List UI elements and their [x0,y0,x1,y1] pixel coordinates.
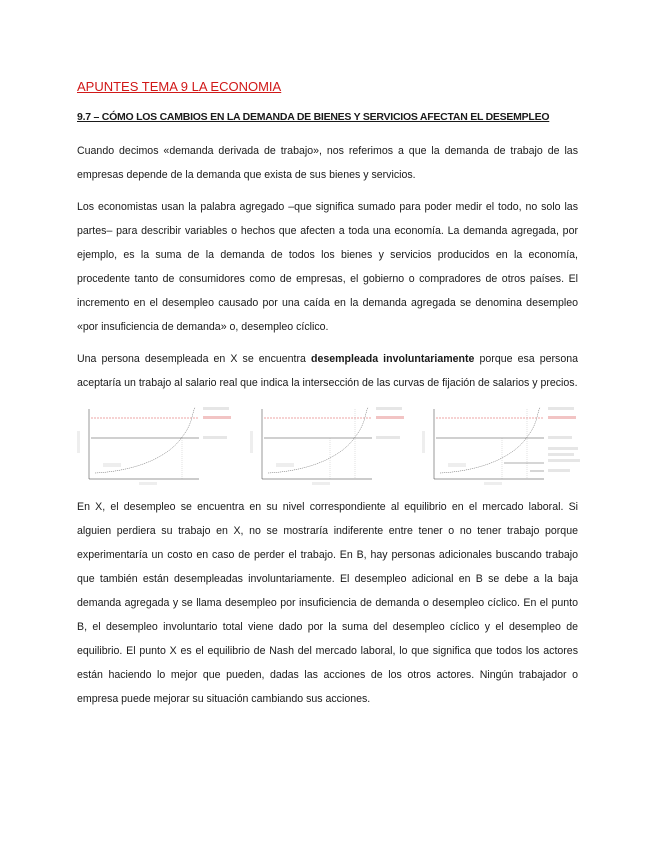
labor-market-figure-2 [248,403,413,489]
labor-market-figure-1 [75,403,240,489]
labor-market-diagram-3 [420,403,585,489]
document-page [77,78,578,719]
paragraph-3-text-b: porque esa persona aceptaría un trabajo al salario real que indica la intersección de las curvas de fijación de salarios y precios. [77,353,579,389]
paragraph-4: En X, el desempleo se encuentra en su nivel correspondiente al equilibrio en el mercado laboral. Si alguien perdiera su trabajo en X, no se mostraría indiferente entre tener o no tener trabajo porque experimentaría un costo en caso de perder el trabajo. En B, hay personas adicionales buscando trabajo que también están desempleadas involuntariamente. El desempleo adicional en B se debe a la baja demanda agregada y se llama desempleo por insuficiencia de demanda o desempleo cíclico. En el punto B, el desempleo involuntario total viene dado por la suma del desempleo cíclico y el desempleo de equilibrio. El punto X es el equilibrio de Nash del mercado laboral, lo que significa que todos los actores están haciendo lo mejor que pueden, dadas las acciones de los otros actores. Ningún trabajador o empresa puede mejorar su situación cambiando sus acciones. [77,501,578,705]
figures-row [75,403,585,489]
labor-market-figure-3 [420,403,585,489]
section-title: 9.7 – CÓMO LOS CAMBIOS EN LA DEMANDA DE BIENES Y SERVICIOS AFECTAN EL DESEMPLEO [77,111,550,123]
paragraph-3 [77,347,578,395]
paragraph-3-bold: desempleada involuntariamente [310,353,475,365]
paragraph-2: Los economistas usan la palabra agregado –que significa sumado para poder medir el todo, no solo las partes– para describir variables o hechos que afecten a toda una economía. La demanda agregada, por ejemplo, es la suma de la demanda de todos los bienes y servicios producidos en la economía, procedente tanto de consumidores como de empresas, el gobierno o compradores de otros países. El incremento en el desempleo causado por una caída en la demanda agregada se denomina desempleo «por insuficiencia de demanda» o, desempleo cíclico. [77,201,578,333]
document-title: APUNTES TEMA 9 LA ECONOMIA [77,79,282,94]
paragraph-3-text-a: Una persona desempleada en X se encuentra [77,353,311,365]
labor-market-diagram-2 [248,403,413,489]
paragraph-1: Cuando decimos «demanda derivada de trabajo», nos referimos a que la demanda de trabajo de las empresas depende de la demanda que exista de sus bienes y servicios. [77,145,578,181]
labor-market-diagram-1 [75,403,240,489]
